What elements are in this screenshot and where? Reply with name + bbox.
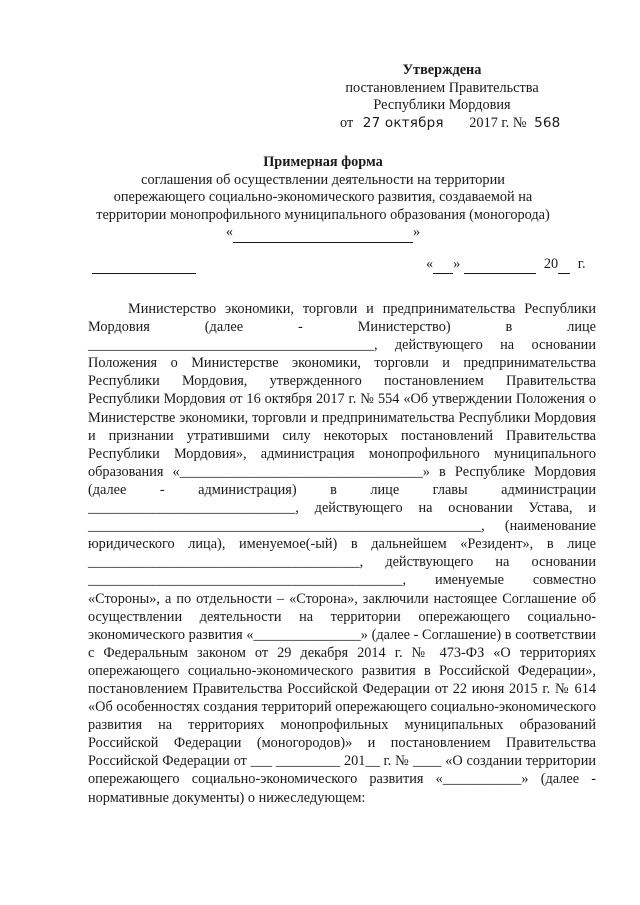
- title-city-blank: « »: [78, 224, 568, 243]
- approval-date-line: [312, 115, 572, 133]
- approval-date-year: 2017 г. №: [469, 114, 527, 131]
- approval-block: [312, 62, 572, 132]
- agreement-preamble-paragraph: Министерство экономики, торговли и предпринимательства Республики Мордовия (далее - Министерство) в лице ________________________________________, действующего на основании Положения о Министерстве экономики, торговли и предпринимательства Республики Мордовия, утвержденного постановлением Правительства Республики Мордовия от 16 октября 2017 г. № 554 «Об утверждении Положения о Министерстве экономики, торговли и предпринимательства Республики Мордовия и признании утратившими силу некоторых постановлений Правительства Республики Мордовия», администрация монопрофильного муниципального образования «__________________________________» в Республике Мордовия (далее - администрация) в лице главы администрации _____________________________, действующего на основании Устава, и _______________________________________________________, (наименование юридического лица), именуемое(-ый) в дальнейшем «Резидент», в лице ______________________________________, действующего на основании ____________________________________________, именуемые совместно «Стороны», а по отдельности – «Сторона», заключили настоящее Соглашение об осуществлении деятельности на территории опережающего социально-экономического развития «_______________» (далее - Соглашение) в соответствии с Федеральным законом от 29 декабря 2014 г. № 473-ФЗ «О территориях опережающего социально-экономического развития в Российской Федерации», постановлением Правительства Российской Федерации от 22 июня 2015 г. № 614 «Об особенностях создания территорий опережающего социально-экономического развития на территориях монопрофильных муниципальных образований Российской Федерации (моногородов)» и постановлением Правительства Российской Федерации от ___ _________ 201__ г. № ____ «О создании территории опережающего социально-экономического развития «___________» (далее - нормативные документы) о нижеследующем:: [88, 301, 596, 806]
- approval-date-from: от: [340, 114, 354, 131]
- approval-line-2: Республики Мордовия: [373, 97, 511, 113]
- agreement-body: [88, 300, 596, 807]
- approval-title: Утверждена: [402, 62, 482, 78]
- title-bold: Примерная форма: [263, 154, 383, 170]
- place-blank: [92, 256, 196, 274]
- approval-line-1: постановлением Правительства: [345, 79, 539, 96]
- document-title: [78, 154, 568, 243]
- approval-date-day-month: 27 октября: [362, 114, 444, 131]
- title-line-3: территории монопрофильного муниципального образования (моногорода): [96, 206, 550, 223]
- title-line-1: соглашения об осуществлении деятельности на территории: [141, 171, 505, 188]
- city-name-blank: [233, 224, 413, 243]
- approval-number: 568: [534, 114, 561, 131]
- date-blank-line: « » 20 г.: [426, 256, 586, 272]
- title-line-2: опережающего социально-экономического развития, создаваемой на: [113, 189, 533, 206]
